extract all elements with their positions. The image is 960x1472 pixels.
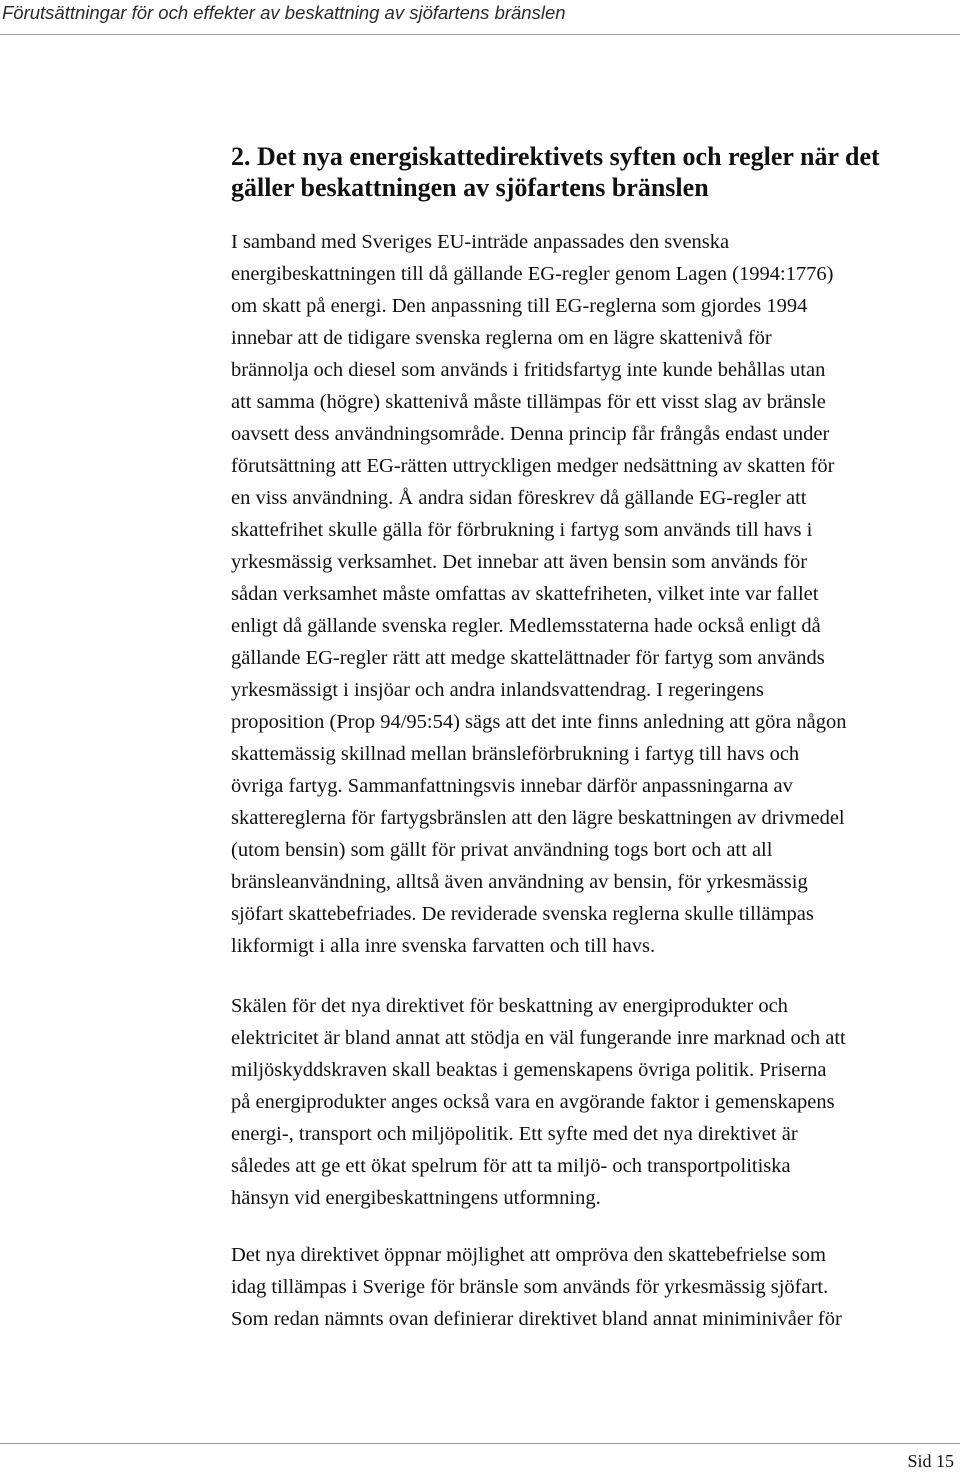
text-line: Skälen för det nya direktivet för beskattning av energiprodukter och (231, 995, 788, 1017)
paragraph-new-possibility (231, 1239, 842, 1335)
text-line: proposition (Prop 94/95:54) sägs att det inte finns anledning att göra någon (231, 711, 847, 733)
text-line: att samma (högre) skattenivå måste tillämpas för ett visst slag av bränsle (231, 391, 826, 413)
text-line: skattemässig skillnad mellan bränsleförbrukning i fartyg till havs och (231, 743, 800, 765)
text-line: skattereglerna för fartygsbränslen att den lägre beskattningen av drivmedel (231, 807, 845, 829)
text-line: energibeskattningen till då gällande EG-regler genom Lagen (1994:1776) (231, 263, 834, 285)
text-line: oavsett dess användningsområde. Denna princip får frångås endast under (231, 423, 830, 445)
footer-divider (0, 1443, 960, 1444)
text-line: elektricitet är bland annat att stödja en väl fungerande inre marknad och att (231, 1027, 846, 1049)
text-line: gällande EG-regler rätt att medge skattelättnader för fartyg som används (231, 647, 825, 669)
text-line: förutsättning att EG-rätten uttryckligen medger nedsättning av skatten för (231, 455, 835, 477)
text-line: Det nya direktivet öppnar möjlighet att ompröva den skattebefrielse som (231, 1244, 826, 1266)
text-line: likformigt i alla inre svenska farvatten och till havs. (231, 935, 656, 957)
section-title-line: 2. Det nya energiskattedirektivets syften och regler när det (231, 142, 880, 171)
text-line: I samband med Sveriges EU-inträde anpassades den svenska (231, 231, 730, 253)
paragraph-directive-reasons (231, 990, 846, 1214)
text-line: brännolja och diesel som används i fritidsfartyg inte kunde behållas utan (231, 359, 826, 381)
text-line: övriga fartyg. Sammanfattningsvis innebar därför anpassningarna av (231, 775, 793, 797)
text-line: således att ge ett ökat spelrum för att ta miljö- och transportpolitiska (231, 1155, 791, 1177)
text-line: enligt då gällande svenska regler. Medlemsstaterna hade också enligt då (231, 615, 821, 637)
text-line: om skatt på energi. Den anpassning till EG-reglerna som gjordes 1994 (231, 295, 808, 317)
text-line: skattefrihet skulle gälla för förbrukning i fartyg som används till havs i (231, 519, 813, 541)
text-line: på energiprodukter anges också vara en avgörande faktor i gemenskapens (231, 1091, 835, 1113)
text-line: sådan verksamhet måste omfattas av skattefriheten, vilket inte var fallet (231, 583, 819, 605)
text-line: yrkesmässig verksamhet. Det innebar att även bensin som används för (231, 551, 808, 573)
paragraph-eu-adaptation (231, 226, 846, 962)
section-title-line: gäller beskattningen av sjöfartens bränslen (231, 173, 709, 202)
text-line: idag tillämpas i Sverige för bränsle som används för yrkesmässig sjöfart. (231, 1276, 829, 1298)
running-header: Förutsättningar för och effekter av beskattning av sjöfartens bränslen (2, 2, 566, 23)
text-line: yrkesmässigt i insjöar och andra inlandsvattendrag. I regeringens (231, 679, 764, 701)
header-divider (0, 34, 960, 35)
text-line: en viss användning. Å andra sidan föreskrev då gällande EG-regler att (231, 487, 807, 509)
text-line: Som redan nämnts ovan definierar direktivet bland annat miniminivåer för (231, 1308, 842, 1330)
text-line: innebar att de tidigare svenska reglerna om en lägre skattenivå för (231, 327, 772, 349)
text-line: sjöfart skattebefriades. De reviderade svenska reglerna skulle tillämpas (231, 903, 814, 925)
text-line: hänsyn vid energibeskattningens utformning. (231, 1187, 601, 1209)
text-line: energi-, transport och miljöpolitik. Ett syfte med det nya direktivet är (231, 1123, 798, 1145)
section-title (231, 141, 880, 203)
text-line: (utom bensin) som gällt för privat användning togs bort och att all (231, 839, 773, 861)
page-number: Sid 15 (907, 1451, 954, 1471)
text-line: miljöskyddskraven skall beaktas i gemenskapens övriga politik. Priserna (231, 1059, 827, 1081)
text-line: bränsleanvändning, alltså även användning av bensin, för yrkesmässig (231, 871, 808, 893)
